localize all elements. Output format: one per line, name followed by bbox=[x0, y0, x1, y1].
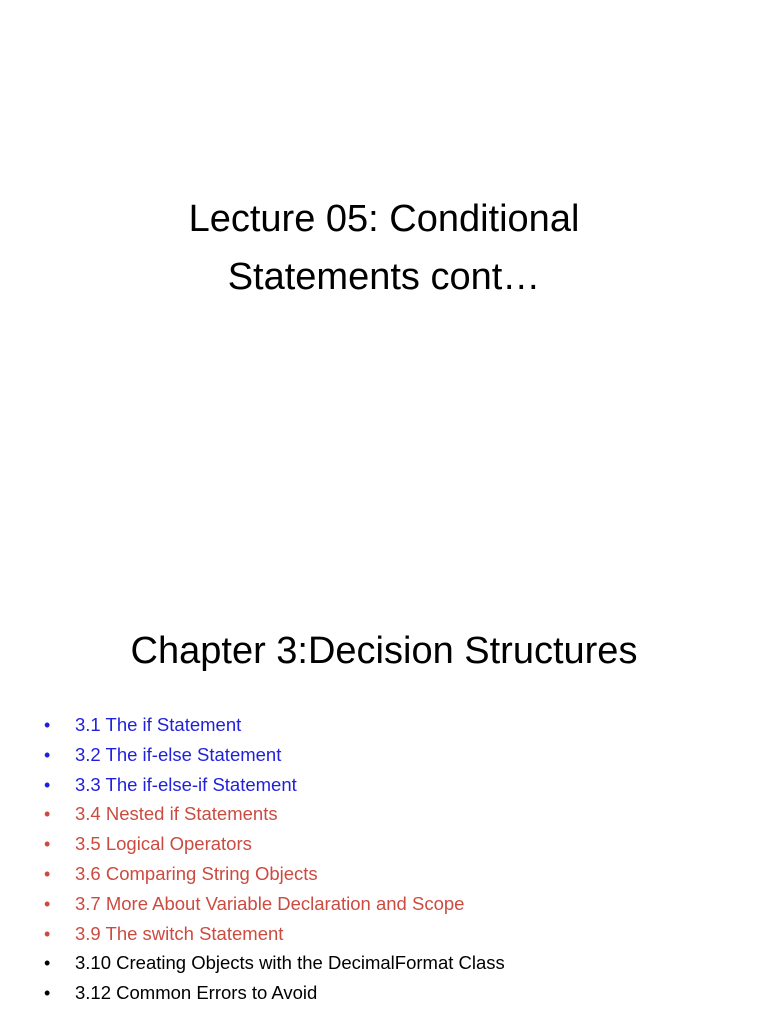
topic-item bbox=[44, 710, 505, 740]
topic-label: 3.4 Nested if Statements bbox=[75, 803, 278, 825]
topic-list bbox=[44, 710, 505, 1008]
topic-label: 3.9 The switch Statement bbox=[75, 922, 284, 944]
topic-item bbox=[44, 948, 505, 978]
lecture-title-line-2: Statements cont… bbox=[227, 256, 541, 298]
topic-item bbox=[44, 859, 505, 889]
chapter-heading: Chapter 3:Decision Structures bbox=[130, 630, 638, 672]
topic-item bbox=[44, 919, 505, 949]
lecture-title-line-1: Lecture 05: Conditional bbox=[188, 198, 580, 240]
bullet-icon: • bbox=[44, 744, 51, 765]
topic-label: 3.5 Logical Operators bbox=[75, 833, 252, 855]
topic-item bbox=[44, 829, 505, 859]
bullet-icon: • bbox=[44, 983, 51, 1004]
topic-item bbox=[44, 770, 505, 800]
bullet-icon: • bbox=[44, 923, 51, 944]
topic-item bbox=[44, 740, 505, 770]
topic-label: 3.6 Comparing String Objects bbox=[75, 862, 318, 884]
lecture-title bbox=[0, 190, 768, 306]
topic-label: 3.10 Creating Objects with the DecimalFormat Class bbox=[75, 952, 505, 974]
bullet-icon: • bbox=[44, 953, 51, 974]
topic-label: 3.7 More About Variable Declaration and Scope bbox=[75, 892, 465, 914]
topic-label: 3.2 The if-else Statement bbox=[75, 743, 282, 765]
bullet-icon: • bbox=[44, 774, 51, 795]
topic-label: 3.1 The if Statement bbox=[75, 714, 242, 735]
topic-label: 3.12 Common Errors to Avoid bbox=[75, 982, 318, 1004]
bullet-icon: • bbox=[44, 834, 51, 855]
topic-item bbox=[44, 889, 505, 919]
bullet-icon: • bbox=[44, 715, 51, 735]
topic-item bbox=[44, 799, 505, 829]
bullet-icon: • bbox=[44, 863, 51, 884]
bullet-icon: • bbox=[44, 804, 51, 825]
topic-item bbox=[44, 978, 505, 1008]
chapter-slide bbox=[0, 576, 768, 1024]
topic-label: 3.3 The if-else-if Statement bbox=[75, 773, 297, 795]
bullet-icon: • bbox=[44, 893, 51, 914]
